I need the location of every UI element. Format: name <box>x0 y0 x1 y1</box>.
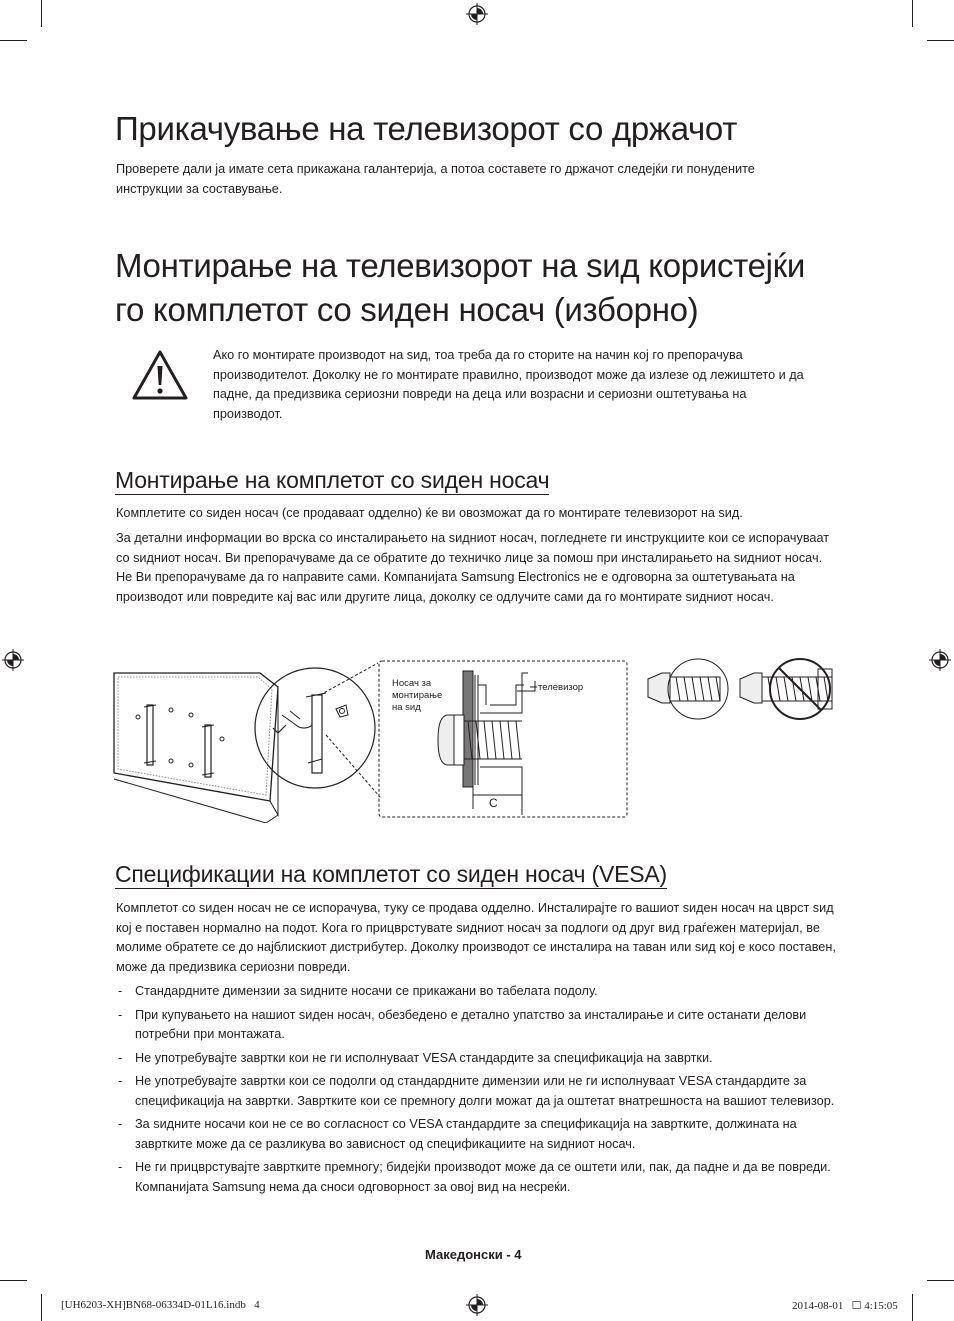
crop-mark <box>41 0 42 27</box>
registration-mark-icon <box>466 1294 488 1316</box>
crop-mark <box>912 0 913 27</box>
crop-mark <box>927 40 954 41</box>
page-number: Македонски - 4 <box>425 1247 522 1262</box>
bracket-label: Носач за монтирање на ѕид <box>392 678 443 713</box>
tv-label: телевизор <box>538 682 584 693</box>
crop-mark <box>927 1280 954 1281</box>
section-title-vesa: Спецификации на комплетот со ѕиден носач (VESA) <box>115 861 667 887</box>
registration-mark-icon <box>929 649 951 671</box>
registration-mark-icon <box>2 649 24 671</box>
intro-paragraph: Проверете дали ја имате сета прикажана галантерија, а потоа составете го држачот следејќи ги понудените инструкции за составување. <box>116 162 755 196</box>
list-item: - Не употребувајте завртки кои се подолги од стандардните димензии или не ги исполнуваат VESA стандардите за спецификација на завртки. Завртките кои се премногу долги можат да ја оштетат внатрешноста на вашиот телевизор. <box>118 1074 835 1108</box>
section-title-mount-kit: Монтирање на комплетот со ѕиден носач <box>115 467 550 493</box>
mount-kit-paragraph-1: Комплетите со ѕиден носач (се продаваат одделно) ќе ви овозможат да го монтирате телевизорот на ѕид. <box>116 506 743 520</box>
registration-mark-icon <box>466 3 488 25</box>
crop-mark <box>0 40 27 41</box>
mount-kit-paragraph-2: За детални информации во врска со инсталирањето на ѕидниот носач, погледнете ги инструкциите кои се испорачуваат со ѕидниот носач. Ви препорачуваме да се обратите до техничко лице за помош при инсталирањето на ѕидниот носач. Не Ви препорачуваме да го направите сами. Компанијата Samsung Electronics не е одговорна за оштетувањата на производот или повредите кај вас или другите лица, доколку се одлучите сами да го монтирате ѕидниот носач. <box>116 531 830 604</box>
warning-triangle-icon <box>131 349 189 401</box>
wall-mount-diagram <box>110 655 840 823</box>
warning-text: Ако го монтирате производот на ѕид, тоа треба да го сторите на начин кој го препорачува производителот. Доколку не го монтирате правилно, производот може да излезе од лежиштето и да падне, да предизвика сериозни повреди на деца или возрасни и сериозни оштетувања на производот. <box>213 348 804 421</box>
section-title-line-2: го комплетот со ѕиден носач (изборно) <box>115 291 699 328</box>
vesa-paragraph: Комплетот со ѕиден носач не се испорачува, туку се продава одделно. Инсталирајте го вашиот ѕиден носач на цврст ѕид кој е поставен нормално на подот. Кога го прицврстувате ѕидниот носач за подлоги од друг вид граѓежен материјал, ве молиме обратете се до најблискиот дистрибутер. Доколку производот се инсталира на таван или ѕид кој е косо поставен, може да предизвика сериозни повреди. <box>116 901 836 974</box>
page-title: Прикачување на телевизорот со држачот <box>115 110 738 147</box>
crop-mark <box>0 1280 27 1281</box>
section-title-line-1: Монтирање на телевизорот на ѕид користејќи <box>115 247 805 284</box>
print-timestamp: 2014-08-01 ☐ 4:15:05 <box>792 1300 898 1312</box>
list-item: - Стандардните димензии за ѕидните носачи се прикажани во табелата подолу. <box>118 984 598 998</box>
section-title-wall-mount <box>115 244 875 332</box>
dimension-c-label: C <box>489 796 498 810</box>
vesa-bullet-list <box>116 982 842 1201</box>
list-item: - Не употребувајте завртки кои не ги исполнуваат VESA стандардите за спецификација на завртки. <box>118 1050 713 1065</box>
file-id: [UH6203-XH]BN68-06334D-01L16.indb 4 <box>61 1299 260 1311</box>
list-item: - За ѕидните носачи кои не се во согласност со VESA стандардите за спецификација на завртките, должината на завртките може да се разликува во зависност од спецификациите на ѕидниот носач. <box>118 1117 797 1151</box>
list-item: - Не ги прицврстувајте завртките премногу; бидејќи производот може да се оштети или, пак, да падне и да ве повреди. Компанијата Samsung нема да сноси одговорност за овој вид на несреќи. <box>118 1160 831 1194</box>
crop-mark <box>41 1294 42 1321</box>
list-item: - При купувањето на нашиот ѕиден носач, обезбедено е детално упатство за инсталирање и сите останати делови потребни при монтажата. <box>118 1007 807 1041</box>
crop-mark <box>912 1294 913 1321</box>
